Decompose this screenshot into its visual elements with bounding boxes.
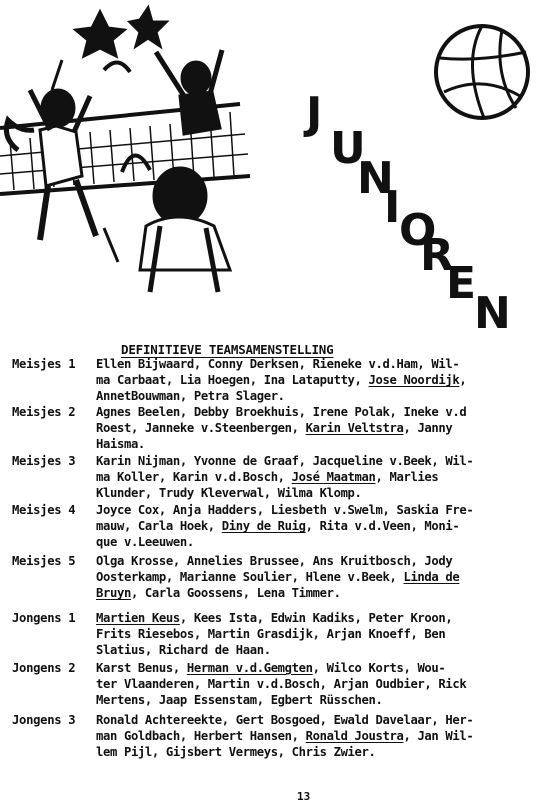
team-member-line: [96, 453, 473, 469]
team-captain-name: Linda de: [403, 570, 460, 585]
member-names-text: mauw, Carla Hoek,: [96, 519, 222, 534]
team-label: Meisjes 3: [12, 454, 76, 468]
member-names-text: Frits Riesebos, Martin Grasdijk, Arjan Knoeff, Ben: [96, 627, 446, 642]
member-names-text: Klunder, Trudy Kleverwal, Wilma Klomp.: [96, 486, 362, 501]
member-names-text: , Rita v.d.Veen, Moni-: [305, 519, 460, 534]
team-member-line: [96, 469, 438, 485]
member-names-text: Haisma.: [96, 437, 145, 452]
title-letter-6: R: [420, 230, 454, 281]
team-captain-name: Herman v.d.Gemgten: [186, 661, 313, 675]
team-member-line: [96, 553, 452, 569]
title-letter-2: U: [330, 123, 366, 174]
member-names-text: , Marlies: [375, 470, 439, 485]
team-label: Meisjes 5: [12, 554, 76, 568]
member-names-text: Olga Krosse, Annelies Brussee, Ans Kruitbosch, Jody: [96, 554, 453, 568]
title-letter-5: O: [399, 205, 437, 256]
title-letter-3: N: [357, 153, 394, 204]
title-letter-4: I: [384, 182, 401, 233]
member-names-text: , Kees Ista, Edwin Kadiks, Peter Kroon,: [179, 611, 453, 625]
team-captain-name: Jose Noordijk: [368, 373, 460, 388]
team-member-line: [96, 676, 466, 692]
team-member-line: [96, 610, 452, 626]
team-label: Jongens 2: [12, 661, 76, 675]
team-member-line: [96, 585, 341, 601]
team-member-line: [96, 502, 473, 518]
section-heading: DEFINITIEVE TEAMSAMENSTELLING: [121, 342, 334, 357]
member-names-text: , Janny: [403, 421, 453, 436]
team-member-line: [96, 569, 459, 585]
team-label: Jongens 3: [12, 713, 76, 727]
team-member-line: [96, 728, 473, 744]
team-captain-name: Karin Veltstra: [305, 421, 404, 436]
title-letter-1: J: [306, 88, 323, 139]
team-captain-name: Martien Keus: [96, 611, 180, 625]
member-names-text: , Wilco Korts, Wou-: [312, 661, 446, 675]
member-names-text: Ronald Achtereekte, Gert Bosgoed, Ewald Davelaar, Her-: [96, 713, 474, 727]
team-member-line: [96, 712, 473, 728]
member-names-text: , Carla Goossens, Lena Timmer.: [130, 586, 341, 601]
member-names-text: Oosterkamp, Marianne Soulier, Hlene v.Beek,: [96, 570, 404, 585]
team-member-line: [96, 404, 466, 420]
team-label: Meisjes 1: [12, 357, 76, 371]
team-member-line: [96, 534, 194, 550]
member-names-text: ,: [459, 373, 467, 388]
member-names-text: , Jan Wil-: [403, 729, 474, 744]
member-names-text: Ellen Bijwaard, Conny Derksen, Rieneke v.d.Ham, Wil-: [96, 357, 460, 371]
page-number: 13: [297, 790, 311, 803]
title-letter-7: E: [446, 258, 477, 309]
team-label: Jongens 1: [12, 611, 76, 625]
team-member-line: [96, 626, 445, 642]
team-captain-name: Bruyn: [96, 586, 131, 601]
team-label: Meisjes 4: [12, 503, 76, 517]
team-member-line: [96, 372, 466, 388]
team-captain-name: Ronald Joustra: [305, 729, 404, 744]
member-names-text: Karst Benus,: [96, 661, 187, 675]
team-captain-name: Diny de Ruig: [221, 519, 306, 534]
member-names-text: que v.Leeuwen.: [96, 535, 194, 550]
team-member-line: [96, 518, 459, 534]
member-names-text: Agnes Beelen, Debby Broekhuis, Irene Polak, Ineke v.d: [96, 405, 467, 419]
member-names-text: ter Vlaanderen, Martin v.d.Bosch, Arjan Oudbier, Rick: [96, 677, 467, 692]
team-member-line: [96, 436, 145, 452]
team-member-line: [96, 420, 452, 436]
team-member-line: [96, 485, 362, 501]
volleyball-players-illustration: [0, 0, 300, 300]
member-names-text: Mertens, Jaap Essenstam, Egbert Rüsschen.: [96, 693, 383, 708]
team-member-line: [96, 744, 376, 760]
team-captain-name: José Maatman: [291, 470, 376, 485]
team-member-line: [96, 356, 459, 372]
member-names-text: Joyce Cox, Anja Hadders, Liesbeth v.Swelm, Saskia Fre-: [96, 503, 474, 517]
team-label: Meisjes 2: [12, 405, 76, 419]
member-names-text: ma Carbaat, Lia Hoegen, Ina Lataputty,: [96, 373, 369, 388]
member-names-text: man Goldbach, Herbert Hansen,: [96, 729, 306, 744]
team-member-line: [96, 388, 285, 404]
member-names-text: Roest, Janneke v.Steenbergen,: [96, 421, 306, 436]
team-member-line: [96, 660, 445, 676]
volleyball-icon: [432, 22, 532, 122]
member-names-text: lem Pijl, Gijsbert Vermeys, Chris Zwier.: [96, 745, 376, 760]
member-names-text: Slatius, Richard de Haan.: [96, 643, 271, 658]
member-names-text: Karin Nijman, Yvonne de Graaf, Jacqueline v.Beek, Wil-: [96, 454, 474, 468]
title-letter-8: N: [474, 288, 511, 339]
member-names-text: ma Koller, Karin v.d.Bosch,: [96, 470, 292, 485]
team-member-line: [96, 692, 383, 708]
member-names-text: AnnetBouwman, Petra Slager.: [96, 389, 285, 404]
team-member-line: [96, 642, 271, 658]
